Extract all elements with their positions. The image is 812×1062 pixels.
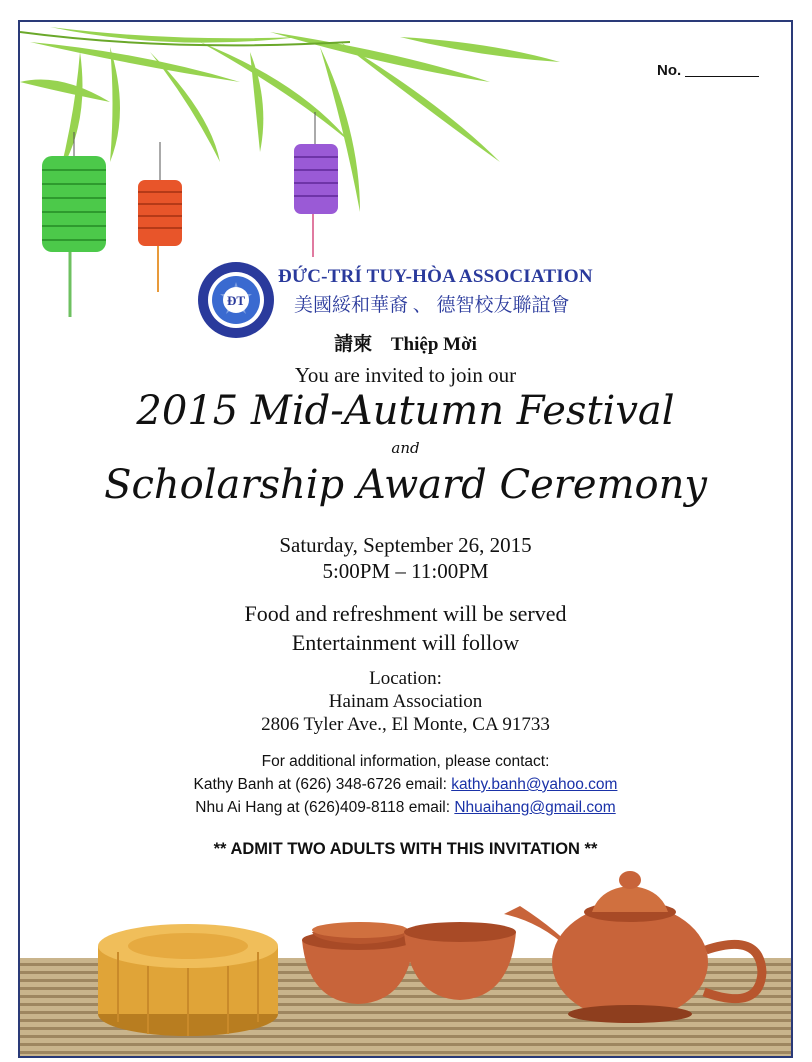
food-note: Food and refreshment will be served [244,601,567,626]
headline-and: and [391,439,420,457]
event-details [20,599,791,657]
association-logo [196,260,276,340]
event-headline-ceremony: Scholarship Award Ceremony [104,462,707,508]
contact-line [20,796,791,819]
number-field [657,62,759,79]
location-venue: Hainam Association [328,691,483,712]
orange-lantern-icon [138,142,182,292]
invitation-card [18,20,793,1058]
association-name: ĐỨC-TRÍ TUY-HÒA ASSOCIATION [278,266,593,287]
event-time: 5:00PM – 11:00PM [322,559,489,583]
contact-intro: For additional information, please contact: [261,753,550,770]
contact-line [20,773,791,796]
mooncake-icon [98,924,278,1036]
location-address: 2806 Tyler Ave., El Monte, CA 91733 [261,714,550,735]
invitation-intro: You are invited to join our [294,363,517,387]
number-blank-line [685,76,759,77]
tea-mooncake-illustration [20,862,791,1058]
event-datetime [20,532,791,584]
event-headline-festival: 2015 Mid-Autumn Festival [136,388,675,434]
event-date: Saturday, September 26, 2015 [279,533,532,557]
purple-lantern-icon [294,112,338,257]
invitation-title-vietnamese: Thiệp Mời [390,334,477,355]
contact-details: Nhu Ai Hang at (626)409-8118 email: [195,799,455,816]
number-label: No. [657,62,682,79]
contact-block [20,750,791,819]
invitation-title [20,329,791,356]
association-name-chinese: 美國綏和華裔 、 德智校友聯誼會 [294,295,570,316]
contact-email-link[interactable]: kathy.banh@yahoo.com [451,776,618,793]
admission-notice: ** ADMIT TWO ADULTS WITH THIS INVITATION ** [213,840,598,858]
location-block [20,667,791,736]
invitation-title-chinese: 請柬 [334,334,373,355]
contact-details: Kathy Banh at (626) 348-6726 email: [193,776,452,793]
logo-monogram: ĐT [226,293,246,308]
green-lantern-icon [42,132,106,317]
contact-email-link[interactable]: Nhuaihang@gmail.com [454,799,616,816]
location-label: Location: [369,668,442,689]
entertainment-note: Entertainment will follow [291,630,520,655]
